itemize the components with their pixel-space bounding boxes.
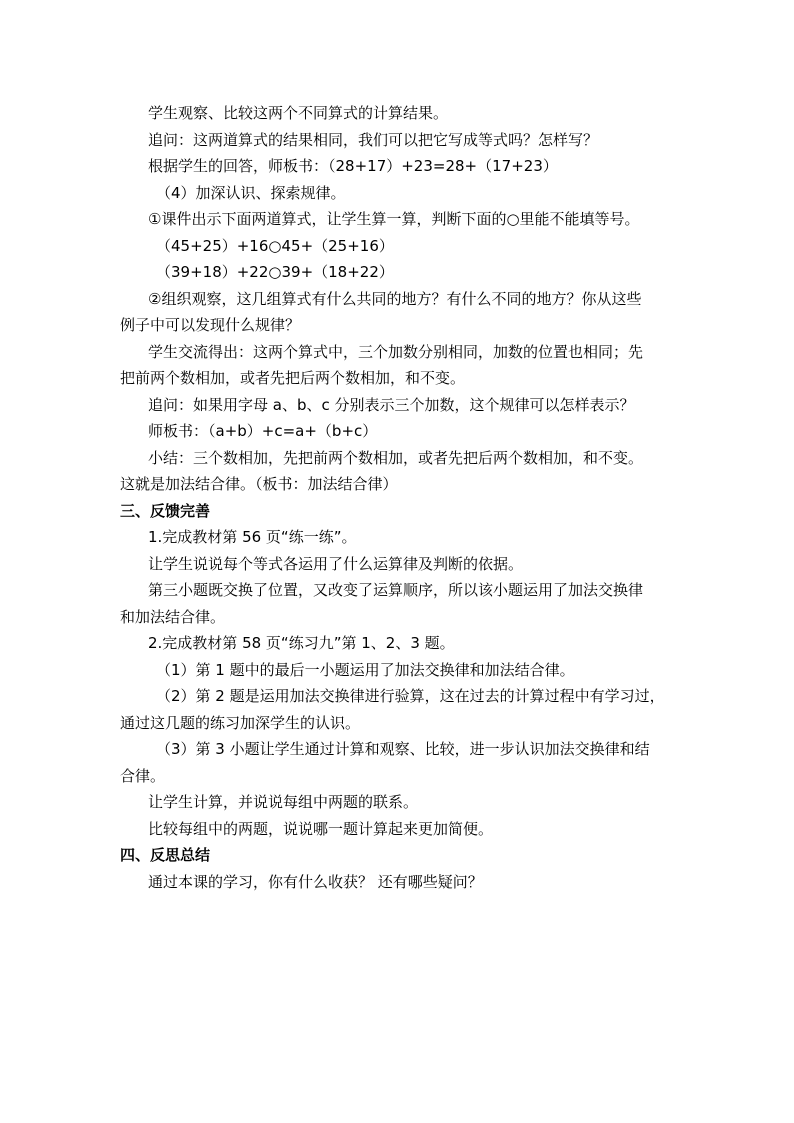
paragraph-line: 1.完成教材第 56 页“练一练”。 [148, 528, 357, 546]
paragraph-line: 例子中可以发现什么规律？ [120, 316, 301, 334]
paragraph-line: 根据学生的回答，师板书：（28+17）+23=28+（17+23） [148, 157, 558, 175]
paragraph-line: 比较每组中的两题，说说哪一题计算起来更加简便。 [148, 819, 494, 838]
step-heading: （4）加深认识、探索规律。 [156, 183, 346, 202]
paragraph-line: 和加法结合律。 [120, 607, 226, 626]
paragraph-line: 师板书：（a+b）+c=a+（b+c） [148, 422, 378, 440]
paragraph-line: 把前两个数相加，或者先把后两个数相加，和不变。 [120, 369, 466, 387]
paragraph-line: 通过这几题的练习加深学生的认识。 [120, 713, 361, 732]
paragraph-line: ①课件出示下面两道算式，让学生算一算，判断下面的○里能不能填等号。 [148, 210, 640, 228]
paragraph-line: 让学生计算，并说说每组中两题的联系。 [148, 793, 419, 811]
paragraph-line: 2.完成教材第 58 页“练习九”第 1、2、3 题。 [148, 634, 455, 652]
paragraph-line: （3）第 3 小题让学生通过计算和观察、比较，进一步认识加法交换律和结 [156, 740, 650, 758]
equation-line: （39+18）+22○39+（18+22） [156, 263, 394, 281]
paragraph-line: 学生交流得出：这两个算式中，三个加数分别相同，加数的位置也相同；先 [148, 342, 644, 361]
paragraph-line: 通过本课的学习，你有什么收获？ 还有哪些疑问？ [148, 872, 483, 891]
section-heading: 四、反思总结 [120, 846, 211, 864]
paragraph-line: 第三小题既交换了位置，又改变了运算顺序，所以该小题运用了加法交换律 [148, 581, 644, 599]
paragraph-line: 学生观察、比较这两个不同算式的计算结果。 [148, 104, 449, 122]
paragraph-line: 让学生说说每个等式各运用了什么运算律及判断的依据。 [148, 554, 524, 573]
paragraph-line: 合律。 [120, 766, 166, 785]
paragraph-line: （1）第 1 题中的最后一小题运用了加法交换律和加法结合律。 [156, 660, 575, 679]
document-body [120, 100, 680, 895]
paragraph-line: 小结：三个数相加，先把前两个数相加，或者先把后两个数相加，和不变。 [148, 448, 644, 467]
section-heading: 三、反馈完善 [120, 501, 211, 520]
paragraph-line: 追问：如果用字母 a、b、c 分别表示三个加数，这个规律可以怎样表示？ [148, 395, 635, 414]
paragraph-line: 追问：这两道算式的结果相同，我们可以把它写成等式吗？怎样写？ [148, 130, 599, 149]
paragraph-line: （2）第 2 题是运用加法交换律进行验算，这在过去的计算过程中有学习过， [156, 687, 665, 705]
equation-line: （45+25）+16○45+（25+16） [156, 236, 394, 255]
paragraph-line: 这就是加法结合律。（板书：加法结合律） [120, 475, 398, 493]
paragraph-line: ②组织观察，这几组算式有什么共同的地方？有什么不同的地方？你从这些 [148, 289, 642, 308]
